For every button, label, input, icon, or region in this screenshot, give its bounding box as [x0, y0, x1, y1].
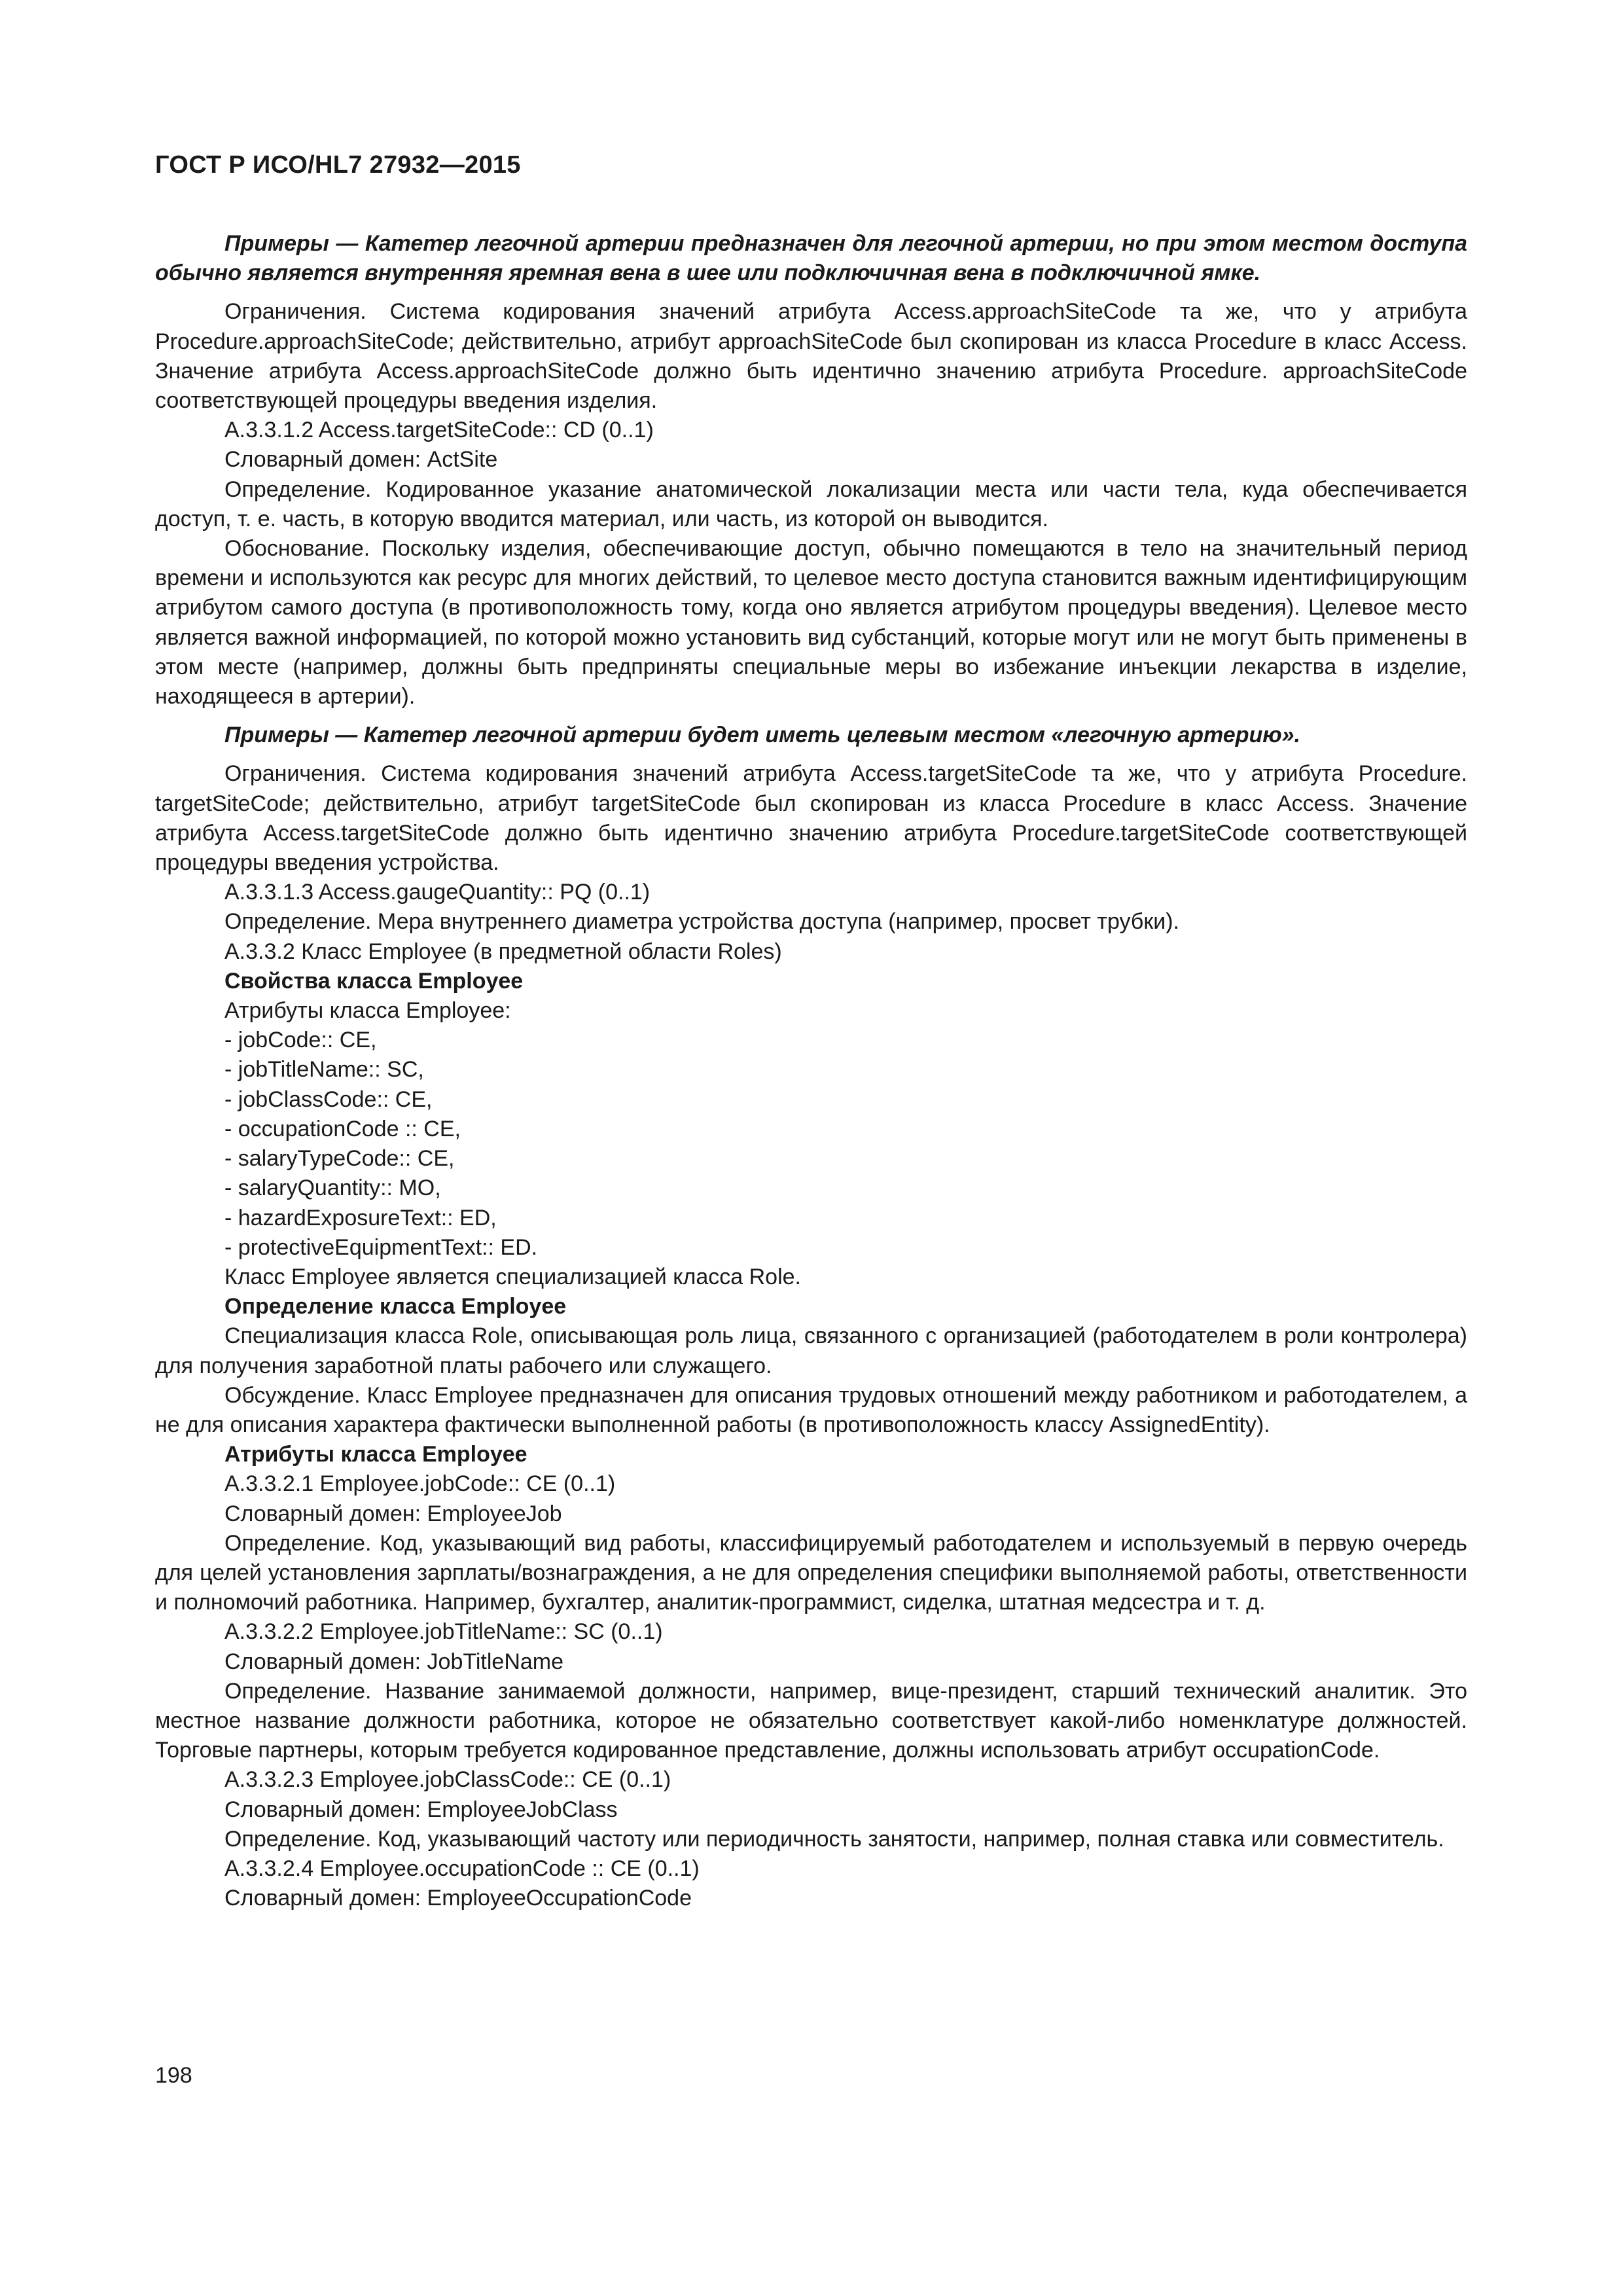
paragraph: Обсуждение. Класс Employee предназначен для описания трудовых отношений между работником и работодателем, а не для описания характера фактически выполненной работы (в противоположность классу AssignedEntity).	[155, 1382, 1467, 1437]
section-heading: Свойства класса Employee	[224, 968, 524, 994]
paragraph: Словарный домен: ActSite	[224, 447, 498, 473]
page-number: 198	[155, 2063, 192, 2088]
attribute-list-item: - protectiveEquipmentText:: ED.	[224, 1234, 538, 1260]
document-body	[155, 220, 1467, 1913]
paragraph: A.3.3.1.2 Access.targetSiteCode:: CD (0..1)	[224, 418, 654, 443]
paragraph: Определение. Кодированное указание анатомической локализации места или части тела, куда обеспечивается доступ, т. е. часть, в которую вводится материал, или часть, из которой он выводится.	[155, 476, 1467, 531]
example-note: Примеры — Катетер легочной артерии будет иметь целевым местом «легочную артерию».	[224, 723, 1301, 748]
section-heading: Атрибуты класса Employee	[224, 1442, 527, 1467]
paragraph: A.3.3.2.4 Employee.occupationCode :: CE (0..1)	[224, 1856, 700, 1881]
paragraph: Определение. Название занимаемой должности, например, вице-президент, старший технический аналитик. Это местное название должности работника, которое не обязательно соответствует какой-либо номенклатуре должностей. Торговые партнеры, которым требуется кодированное представление, должны использовать атрибут occupationCode.	[155, 1678, 1467, 1763]
attribute-list-item: - jobTitleName:: SC,	[224, 1057, 424, 1083]
paragraph: Словарный домен: EmployeeJobClass	[224, 1797, 618, 1822]
attribute-list-item: - jobCode:: CE,	[224, 1028, 377, 1053]
paragraph: A.3.3.2 Класс Employee (в предметной области Roles)	[224, 939, 782, 964]
section-heading: Определение класса Employee	[224, 1294, 567, 1319]
attribute-list-item: - jobClassCode:: CE,	[224, 1086, 433, 1112]
paragraph: Словарный домен: EmployeeOccupationCode	[224, 1886, 692, 1911]
attribute-list-item: - hazardExposureText:: ED,	[224, 1205, 497, 1230]
paragraph: Специализация класса Role, описывающая роль лица, связанного с организацией (работодателем в роли контролера) для получения заработной платы рабочего или служащего.	[155, 1323, 1467, 1378]
paragraph: A.3.3.2.3 Employee.jobClassCode:: CE (0..1)	[224, 1767, 671, 1793]
paragraph: A.3.3.2.2 Employee.jobTitleName:: SC (0..1)	[224, 1619, 663, 1645]
document-header: ГОСТ Р ИСО/HL7 27932—2015	[155, 151, 521, 179]
paragraph: Словарный домен: JobTitleName	[224, 1649, 564, 1674]
attribute-list-item: - salaryQuantity:: MO,	[224, 1175, 441, 1201]
paragraph: A.3.3.1.3 Access.gaugeQuantity:: PQ (0..1)	[224, 880, 651, 905]
paragraph: Атрибуты класса Employee:	[224, 998, 511, 1024]
paragraph: Определение. Код, указывающий частоту или периодичность занятости, например, полная ставка или совместитель.	[224, 1826, 1444, 1852]
paragraph: Класс Employee является специализацией класса Role.	[224, 1264, 801, 1289]
paragraph: Определение. Код, указывающий вид работы, классифицируемый работодателем и используемый в первую очередь для целей установления зарплаты/вознаграждения, а не для определения специфики выполняемой работы, ответственности и полномочий работника. Например, бухгалтер, аналитик-программист, сиделка, штатная медсестра и т. д.	[155, 1530, 1467, 1615]
paragraph: Ограничения. Система кодирования значений атрибута Access.approachSiteCode та же, что у атрибута Procedure.approachSiteCode; действительно, атрибут approachSiteCode был скопирован из класса Procedure в класс Access. Значение атрибута Access.approachSiteCode должно быть идентично значению атрибута Procedure. approachSiteCode соответствующей процедуры введения изделия.	[155, 299, 1467, 414]
example-note: Примеры — Катетер легочной артерии предназначен для легочной артерии, но при этом местом доступа обычно является внутренняя яремная вена в шее или подключичная вена в подключичной ямке.	[155, 231, 1467, 286]
paragraph: Словарный домен: EmployeeJob	[224, 1501, 562, 1526]
paragraph: A.3.3.2.1 Employee.jobCode:: CE (0..1)	[224, 1471, 616, 1497]
document-page	[155, 0, 1467, 2296]
paragraph: Определение. Мера внутреннего диаметра устройства доступа (например, просвет трубки).	[224, 909, 1179, 935]
paragraph: Ограничения. Система кодирования значений атрибута Access.targetSiteCode та же, что у атрибута Procedure. targetSiteCode; действительно, атрибут targetSiteCode был скопирован из класса Procedure в класс Access. Значение атрибута Access.targetSiteCode должно быть идентично значению атрибута Procedure.targetSiteCode соответствующей процедуры введения устройства.	[155, 761, 1467, 876]
attribute-list-item: - salaryTypeCode:: CE,	[224, 1146, 455, 1172]
paragraph: Обоснование. Поскольку изделия, обеспечивающие доступ, обычно помещаются в тело на значительный период времени и используются как ресурс для многих действий, то целевое место доступа становится важным идентифицирующим атрибутом самого доступа (в противоположность тому, когда оно является атрибутом процедуры введения). Целевое место является важной информацией, по которой можно установить вид субстанций, которые могут или не могут быть применены в этом месте (например, должны быть предприняты специальные меры во избежание инъекции лекарства в изделие, находящееся в артерии).	[155, 536, 1467, 709]
attribute-list-item: - occupationCode :: CE,	[224, 1116, 461, 1141]
